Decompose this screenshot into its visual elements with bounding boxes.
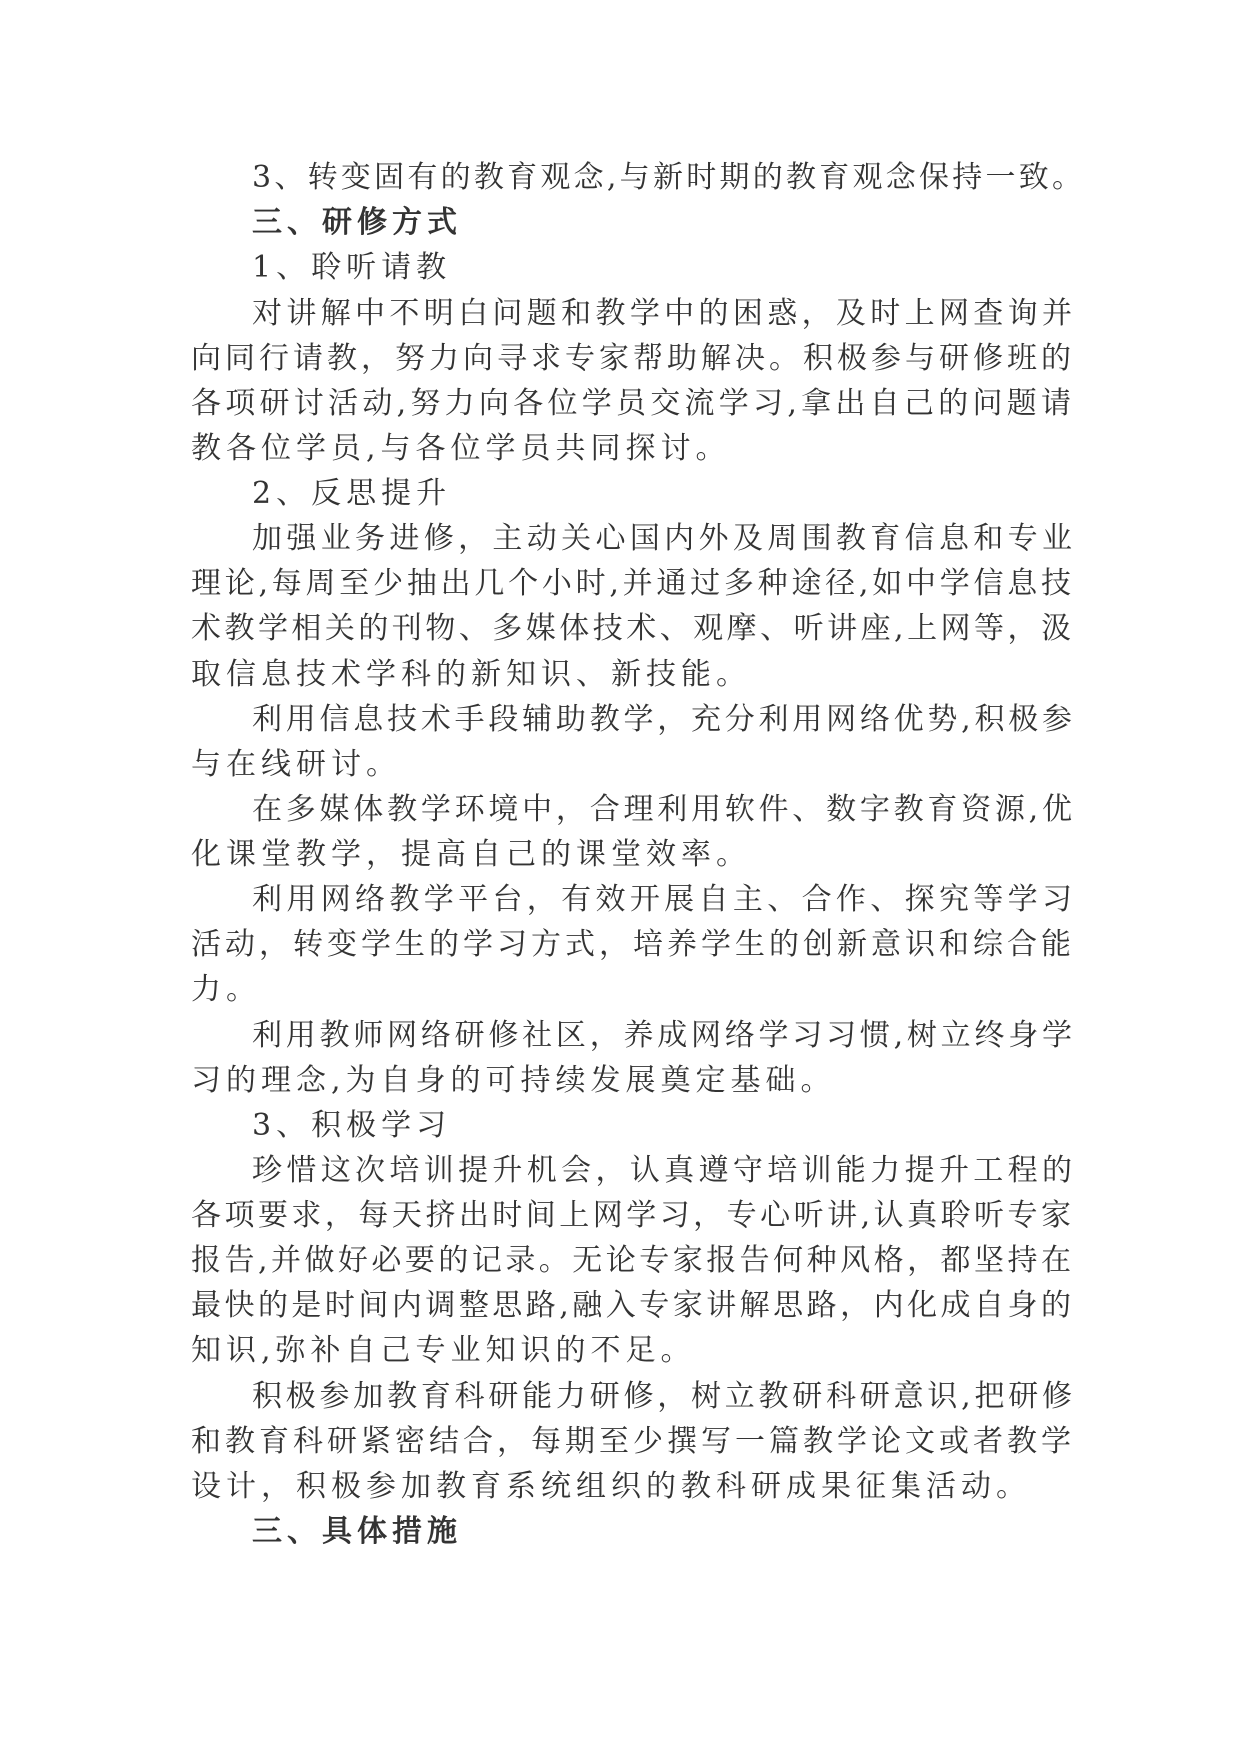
paragraph-line: 取信息技术学科的新知识、新技能。 [191, 657, 751, 692]
paragraph-line: 在多媒体教学环境中，合理利用软件、数字教育资源,优 [252, 792, 1072, 827]
paragraph-line: 力。 [191, 972, 261, 1007]
paragraph-line: 向同行请教，努力向寻求专家帮助解决。积极参与研修班的 [191, 341, 1071, 376]
paragraph-line: 术教学相关的刊物、多媒体技术、观摩、听讲座,上网等，汲 [191, 611, 1071, 646]
paragraph-line: 知识,弥补自己专业知识的不足。 [191, 1333, 696, 1368]
paragraph-line: 活动，转变学生的学习方式，培养学生的创新意识和综合能 [191, 927, 1071, 962]
subheading-reflect-improve: 2、反思提升 [252, 476, 452, 511]
paragraph-line: 和教育科研紧密结合，每期至少撰写一篇教学论文或者教学 [191, 1424, 1071, 1459]
paragraph-line: 报告,并做好必要的记录。无论专家报告何种风格，都坚持在 [191, 1243, 1071, 1278]
list-item-3-change-concepts: 3、转变固有的教育观念,与新时期的教育观念保持一致。 [252, 160, 1082, 195]
paragraph-line: 各项要求，每天挤出时间上网学习，专心听讲,认真聆听专家 [191, 1198, 1071, 1233]
paragraph-line: 理论,每周至少抽出几个小时,并通过多种途径,如中学信息技 [191, 566, 1071, 601]
paragraph-line: 对讲解中不明白问题和教学中的困惑，及时上网查询并 [252, 296, 1072, 331]
paragraph-line: 最快的是时间内调整思路,融入专家讲解思路，内化成自身的 [191, 1288, 1071, 1323]
subheading-active-learning: 3、积极学习 [252, 1108, 452, 1143]
paragraph-line: 习的理念,为自身的可持续发展奠定基础。 [191, 1063, 836, 1098]
paragraph-line: 化课堂教学，提高自己的课堂效率。 [191, 837, 751, 872]
section-heading-specific-measures: 三、具体措施 [252, 1514, 462, 1549]
section-heading-study-methods: 三、研修方式 [252, 205, 462, 240]
paragraph-line: 利用教师网络研修社区，养成网络学习习惯,树立终身学 [252, 1018, 1072, 1053]
paragraph-line: 利用信息技术手段辅助教学，充分利用网络优势,积极参 [252, 702, 1072, 737]
paragraph-line: 教各位学员,与各位学员共同探讨。 [191, 431, 731, 466]
paragraph-line: 积极参加教育科研能力研修，树立教研科研意识,把研修 [252, 1379, 1072, 1414]
paragraph-line: 与在线研讨。 [191, 747, 401, 782]
paragraph-line: 利用网络教学平台，有效开展自主、合作、探究等学习 [252, 882, 1072, 917]
paragraph-line: 加强业务进修，主动关心国内外及周围教育信息和专业 [252, 521, 1072, 556]
paragraph-line: 各项研讨活动,努力向各位学员交流学习,拿出自己的问题请 [191, 386, 1071, 421]
subheading-listen-consult: 1、聆听请教 [252, 250, 452, 285]
paragraph-line: 珍惜这次培训提升机会，认真遵守培训能力提升工程的 [252, 1153, 1072, 1188]
paragraph-line: 设计，积极参加教育系统组织的教科研成果征集活动。 [191, 1469, 1031, 1504]
